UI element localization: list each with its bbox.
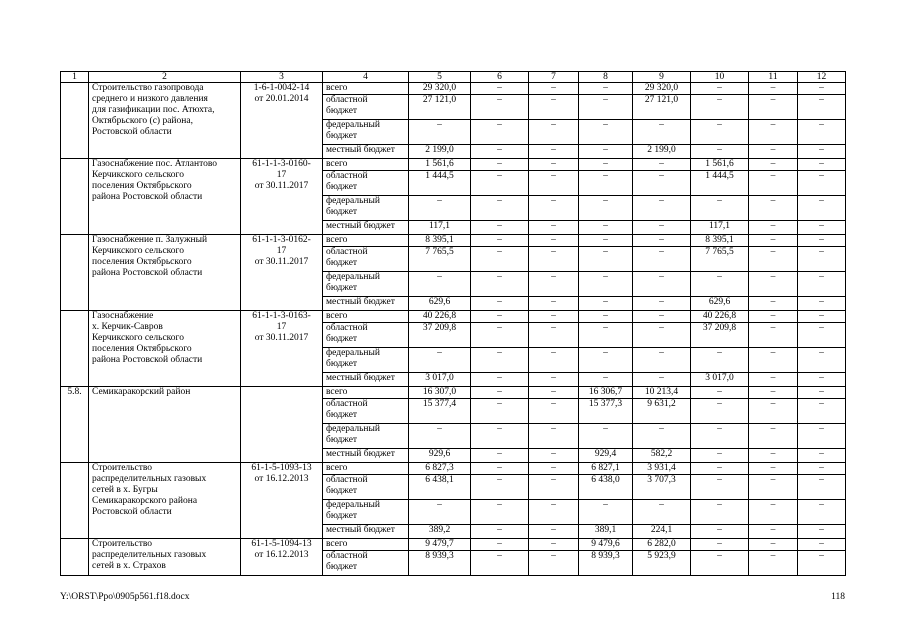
funding-source-cell: всего (323, 311, 409, 323)
value-cell-col5: – (409, 120, 471, 145)
value-cell-col8: 16 306,7 (579, 387, 633, 399)
row-number-cell (61, 463, 89, 539)
value-cell-col7: – (529, 247, 579, 272)
header-col-3: 3 (241, 72, 323, 83)
value-cell-col10: – (691, 463, 749, 475)
value-cell-col10: 8 395,1 (691, 235, 749, 247)
value-cell-col11: – (749, 145, 798, 159)
value-cell-col12: – (798, 120, 846, 145)
row-number-cell (61, 539, 89, 576)
value-cell-col9: 2 199,0 (633, 145, 691, 159)
value-cell-col6: – (471, 95, 529, 120)
value-cell-col6: – (471, 221, 529, 235)
value-cell-col8: – (579, 272, 633, 297)
value-cell-col9: 6 282,0 (633, 539, 691, 551)
value-cell-col5: 389,2 (409, 525, 471, 539)
value-cell-col7: – (529, 159, 579, 171)
value-cell-col10: – (691, 449, 749, 463)
value-cell-col7: – (529, 399, 579, 424)
registration-code-cell: 61-1-1-3-0160- 17 от 30.11.2017 (241, 159, 323, 235)
value-cell-col6: – (471, 83, 529, 95)
value-cell-col10: 1 444,5 (691, 171, 749, 196)
value-cell-col6: – (471, 120, 529, 145)
header-col-8: 8 (579, 72, 633, 83)
table-row (61, 83, 846, 95)
value-cell-col10: – (691, 475, 749, 500)
value-cell-col8: – (579, 235, 633, 247)
value-cell-col11: – (749, 272, 798, 297)
value-cell-col12: – (798, 95, 846, 120)
header-col-2: 2 (89, 72, 241, 83)
value-cell-col8: – (579, 500, 633, 525)
row-number-cell: 5.8. (61, 387, 89, 463)
value-cell-col7: – (529, 171, 579, 196)
value-cell-col11: – (749, 311, 798, 323)
value-cell-col12: – (798, 171, 846, 196)
value-cell-col8: – (579, 95, 633, 120)
registration-code-cell: 61-1-5-1094-13 от 16.12.2013 (241, 539, 323, 576)
value-cell-col6: – (471, 323, 529, 348)
registration-code-cell (241, 387, 323, 463)
value-cell-col5: 1 444,5 (409, 171, 471, 196)
row-number-cell (61, 159, 89, 235)
value-cell-col7: – (529, 525, 579, 539)
value-cell-col12: – (798, 297, 846, 311)
value-cell-col9: 9 631,2 (633, 399, 691, 424)
value-cell-col8: – (579, 297, 633, 311)
value-cell-col10: 1 561,6 (691, 159, 749, 171)
value-cell-col10: – (691, 272, 749, 297)
value-cell-col9: – (633, 297, 691, 311)
value-cell-col7: – (529, 539, 579, 551)
value-cell-col5: – (409, 500, 471, 525)
value-cell-col6: – (471, 551, 529, 576)
value-cell-col7: – (529, 475, 579, 500)
value-cell-col12: – (798, 424, 846, 449)
value-cell-col11: – (749, 539, 798, 551)
value-cell-col6: – (471, 373, 529, 387)
value-cell-col5: 16 307,0 (409, 387, 471, 399)
value-cell-col9: 10 213,4 (633, 387, 691, 399)
table-row (61, 159, 846, 171)
value-cell-col5: 2 199,0 (409, 145, 471, 159)
value-cell-col7: – (529, 95, 579, 120)
value-cell-col10: – (691, 424, 749, 449)
value-cell-col5: 929,6 (409, 449, 471, 463)
page-number: 118 (831, 592, 845, 602)
header-col-11: 11 (749, 72, 798, 83)
value-cell-col10: 37 209,8 (691, 323, 749, 348)
value-cell-col5: 3 017,0 (409, 373, 471, 387)
value-cell-col12: – (798, 551, 846, 576)
value-cell-col10: – (691, 83, 749, 95)
registration-code-cell: 61-1-1-3-0163- 17 от 30.11.2017 (241, 311, 323, 387)
value-cell-col9: 5 923,9 (633, 551, 691, 576)
value-cell-col7: – (529, 272, 579, 297)
value-cell-col7: – (529, 221, 579, 235)
value-cell-col10: – (691, 551, 749, 576)
row-number-cell (61, 311, 89, 387)
value-cell-col10: – (691, 500, 749, 525)
value-cell-col6: – (471, 171, 529, 196)
value-cell-col12: – (798, 500, 846, 525)
value-cell-col8: – (579, 171, 633, 196)
value-cell-col5: 15 377,4 (409, 399, 471, 424)
value-cell-col12: – (798, 83, 846, 95)
value-cell-col12: – (798, 221, 846, 235)
value-cell-col5: 629,6 (409, 297, 471, 311)
value-cell-col11: – (749, 463, 798, 475)
funding-source-cell: федеральный бюджет (323, 348, 409, 373)
value-cell-col8: – (579, 424, 633, 449)
value-cell-col9: – (633, 373, 691, 387)
value-cell-col10: – (691, 539, 749, 551)
value-cell-col9: – (633, 235, 691, 247)
value-cell-col12: – (798, 311, 846, 323)
header-col-6: 6 (471, 72, 529, 83)
funding-source-cell: всего (323, 159, 409, 171)
value-cell-col9: 3 707,3 (633, 475, 691, 500)
value-cell-col5: 27 121,0 (409, 95, 471, 120)
value-cell-col9: – (633, 323, 691, 348)
value-cell-col10: – (691, 387, 749, 399)
value-cell-col5: 37 209,8 (409, 323, 471, 348)
funding-source-cell: местный бюджет (323, 145, 409, 159)
value-cell-col8: – (579, 348, 633, 373)
value-cell-col6: – (471, 449, 529, 463)
value-cell-col8: 389,1 (579, 525, 633, 539)
funding-source-cell: федеральный бюджет (323, 424, 409, 449)
value-cell-col7: – (529, 387, 579, 399)
value-cell-col12: – (798, 145, 846, 159)
value-cell-col6: – (471, 235, 529, 247)
value-cell-col7: – (529, 348, 579, 373)
header-row (61, 72, 846, 83)
value-cell-col6: – (471, 348, 529, 373)
funding-source-cell: федеральный бюджет (323, 120, 409, 145)
funding-source-cell: всего (323, 83, 409, 95)
value-cell-col10: 7 765,5 (691, 247, 749, 272)
value-cell-col7: – (529, 463, 579, 475)
funding-source-cell: федеральный бюджет (323, 272, 409, 297)
value-cell-col5: – (409, 272, 471, 297)
object-name-cell: Газоснабжение х. Керчик-Савров Керчикского сельского поселения Октябрьского района Ростовской области (89, 311, 241, 387)
value-cell-col12: – (798, 247, 846, 272)
value-cell-col8: – (579, 145, 633, 159)
value-cell-col11: – (749, 475, 798, 500)
value-cell-col7: – (529, 500, 579, 525)
value-cell-col5: 6 827,3 (409, 463, 471, 475)
funding-source-cell: федеральный бюджет (323, 196, 409, 221)
value-cell-col6: – (471, 272, 529, 297)
row-number-cell (61, 235, 89, 311)
value-cell-col9: 582,2 (633, 449, 691, 463)
value-cell-col7: – (529, 323, 579, 348)
value-cell-col8: – (579, 159, 633, 171)
value-cell-col6: – (471, 297, 529, 311)
value-cell-col10: – (691, 348, 749, 373)
registration-code-cell: 1-6-1-0042-14 от 20.01.2014 (241, 83, 323, 159)
value-cell-col5: 40 226,8 (409, 311, 471, 323)
value-cell-col8: 6 438,0 (579, 475, 633, 500)
value-cell-col11: – (749, 551, 798, 576)
value-cell-col12: – (798, 449, 846, 463)
value-cell-col9: – (633, 348, 691, 373)
value-cell-col5: 7 765,5 (409, 247, 471, 272)
value-cell-col10: 3 017,0 (691, 373, 749, 387)
object-name-cell: Строительство распределительных газовых сетей в х. Страхов (89, 539, 241, 576)
value-cell-col8: 9 479,6 (579, 539, 633, 551)
value-cell-col7: – (529, 235, 579, 247)
value-cell-col7: – (529, 196, 579, 221)
value-cell-col10: – (691, 399, 749, 424)
value-cell-col6: – (471, 311, 529, 323)
value-cell-col6: – (471, 247, 529, 272)
value-cell-col9: 27 121,0 (633, 95, 691, 120)
value-cell-col7: – (529, 120, 579, 145)
value-cell-col8: 6 827,1 (579, 463, 633, 475)
value-cell-col5: 29 320,0 (409, 83, 471, 95)
funding-source-cell: всего (323, 387, 409, 399)
registration-code-cell: 61-1-1-3-0162- 17 от 30.11.2017 (241, 235, 323, 311)
value-cell-col11: – (749, 449, 798, 463)
funding-source-cell: областной бюджет (323, 475, 409, 500)
value-cell-col9: – (633, 159, 691, 171)
value-cell-col10: – (691, 120, 749, 145)
value-cell-col11: – (749, 235, 798, 247)
funding-source-cell: местный бюджет (323, 449, 409, 463)
value-cell-col12: – (798, 272, 846, 297)
value-cell-col5: 8 939,3 (409, 551, 471, 576)
funding-source-cell: областной бюджет (323, 399, 409, 424)
value-cell-col7: – (529, 145, 579, 159)
header-col-1: 1 (61, 72, 89, 83)
value-cell-col6: – (471, 463, 529, 475)
value-cell-col10: 629,6 (691, 297, 749, 311)
funding-source-cell: местный бюджет (323, 221, 409, 235)
value-cell-col8: 15 377,3 (579, 399, 633, 424)
value-cell-col7: – (529, 83, 579, 95)
value-cell-col9: – (633, 196, 691, 221)
value-cell-col5: – (409, 348, 471, 373)
value-cell-col10: – (691, 196, 749, 221)
value-cell-col8: 929,4 (579, 449, 633, 463)
header-col-10: 10 (691, 72, 749, 83)
funding-source-cell: областной бюджет (323, 551, 409, 576)
value-cell-col5: – (409, 424, 471, 449)
value-cell-col12: – (798, 387, 846, 399)
value-cell-col6: – (471, 500, 529, 525)
row-number-cell (61, 83, 89, 159)
value-cell-col6: – (471, 424, 529, 449)
value-cell-col7: – (529, 424, 579, 449)
value-cell-col12: – (798, 373, 846, 387)
value-cell-col8: – (579, 83, 633, 95)
value-cell-col11: – (749, 297, 798, 311)
value-cell-col7: – (529, 297, 579, 311)
value-cell-col6: – (471, 525, 529, 539)
value-cell-col9: – (633, 120, 691, 145)
value-cell-col7: – (529, 551, 579, 576)
value-cell-col12: – (798, 539, 846, 551)
funding-source-cell: областной бюджет (323, 247, 409, 272)
value-cell-col11: – (749, 500, 798, 525)
object-name-cell: Строительство распределительных газовых сетей в х. Бугры Семикаракорского района Ростовской области (89, 463, 241, 539)
value-cell-col11: – (749, 387, 798, 399)
funding-source-cell: всего (323, 235, 409, 247)
value-cell-col11: – (749, 424, 798, 449)
value-cell-col12: – (798, 399, 846, 424)
table-row (61, 235, 846, 247)
value-cell-col11: – (749, 120, 798, 145)
value-cell-col8: – (579, 221, 633, 235)
table-row (61, 463, 846, 475)
value-cell-col9: – (633, 272, 691, 297)
value-cell-col8: – (579, 196, 633, 221)
value-cell-col11: – (749, 399, 798, 424)
funding-source-cell: областной бюджет (323, 171, 409, 196)
header-col-4: 4 (323, 72, 409, 83)
value-cell-col11: – (749, 525, 798, 539)
funding-source-cell: местный бюджет (323, 525, 409, 539)
value-cell-col5: 6 438,1 (409, 475, 471, 500)
funding-source-cell: областной бюджет (323, 95, 409, 120)
funding-source-cell: всего (323, 463, 409, 475)
value-cell-col10: – (691, 145, 749, 159)
value-cell-col6: – (471, 196, 529, 221)
value-cell-col5: 117,1 (409, 221, 471, 235)
value-cell-col9: 224,1 (633, 525, 691, 539)
value-cell-col6: – (471, 159, 529, 171)
registration-code-cell: 61-1-5-1093-13 от 16.12.2013 (241, 463, 323, 539)
value-cell-col6: – (471, 387, 529, 399)
value-cell-col5: 1 561,6 (409, 159, 471, 171)
value-cell-col12: – (798, 235, 846, 247)
table-row (61, 311, 846, 323)
value-cell-col11: – (749, 159, 798, 171)
value-cell-col11: – (749, 323, 798, 348)
value-cell-col9: – (633, 221, 691, 235)
value-cell-col11: – (749, 83, 798, 95)
value-cell-col12: – (798, 525, 846, 539)
value-cell-col6: – (471, 145, 529, 159)
value-cell-col9: 29 320,0 (633, 83, 691, 95)
value-cell-col12: – (798, 463, 846, 475)
value-cell-col8: – (579, 311, 633, 323)
table-body (61, 83, 846, 576)
value-cell-col10: 40 226,8 (691, 311, 749, 323)
value-cell-col8: – (579, 247, 633, 272)
funding-source-cell: федеральный бюджет (323, 500, 409, 525)
value-cell-col11: – (749, 247, 798, 272)
value-cell-col9: – (633, 171, 691, 196)
value-cell-col11: – (749, 95, 798, 120)
value-cell-col9: – (633, 500, 691, 525)
funding-source-cell: местный бюджет (323, 373, 409, 387)
value-cell-col7: – (529, 373, 579, 387)
value-cell-col9: – (633, 247, 691, 272)
value-cell-col7: – (529, 449, 579, 463)
table-row (61, 387, 846, 399)
value-cell-col6: – (471, 539, 529, 551)
value-cell-col12: – (798, 323, 846, 348)
value-cell-col9: – (633, 311, 691, 323)
funding-source-cell: местный бюджет (323, 297, 409, 311)
footer-file-path: Y:\ORST\Ppo\0905p561.f18.docx (60, 592, 190, 602)
value-cell-col5: – (409, 196, 471, 221)
value-cell-col5: 8 395,1 (409, 235, 471, 247)
header-col-12: 12 (798, 72, 846, 83)
object-name-cell: Газоснабжение пос. Атлантово Керчикского сельского поселения Октябрьского района Ростовской области (89, 159, 241, 235)
value-cell-col8: – (579, 120, 633, 145)
value-cell-col11: – (749, 373, 798, 387)
object-name-cell: Семикаракорский район (89, 387, 241, 463)
table-row (61, 539, 846, 551)
value-cell-col9: 3 931,4 (633, 463, 691, 475)
value-cell-col11: – (749, 221, 798, 235)
budget-table (60, 71, 846, 576)
value-cell-col6: – (471, 475, 529, 500)
value-cell-col5: 9 479,7 (409, 539, 471, 551)
value-cell-col8: 8 939,3 (579, 551, 633, 576)
value-cell-col11: – (749, 348, 798, 373)
header-col-7: 7 (529, 72, 579, 83)
value-cell-col9: – (633, 424, 691, 449)
value-cell-col8: – (579, 323, 633, 348)
header-col-5: 5 (409, 72, 471, 83)
object-name-cell: Газоснабжение п. Залужный Керчикского сельского поселения Октябрьского района Ростовской области (89, 235, 241, 311)
funding-source-cell: всего (323, 539, 409, 551)
value-cell-col11: – (749, 196, 798, 221)
header-col-9: 9 (633, 72, 691, 83)
value-cell-col6: – (471, 399, 529, 424)
value-cell-col12: – (798, 196, 846, 221)
value-cell-col7: – (529, 311, 579, 323)
value-cell-col10: – (691, 525, 749, 539)
value-cell-col10: 117,1 (691, 221, 749, 235)
value-cell-col12: – (798, 475, 846, 500)
object-name-cell: Строительство газопровода среднего и низкого давления для газификации пос. Атюхта, Октябрьского (с) района, Ростовской области (89, 83, 241, 159)
funding-source-cell: областной бюджет (323, 323, 409, 348)
value-cell-col12: – (798, 159, 846, 171)
value-cell-col10: – (691, 95, 749, 120)
value-cell-col8: – (579, 373, 633, 387)
value-cell-col12: – (798, 348, 846, 373)
value-cell-col11: – (749, 171, 798, 196)
